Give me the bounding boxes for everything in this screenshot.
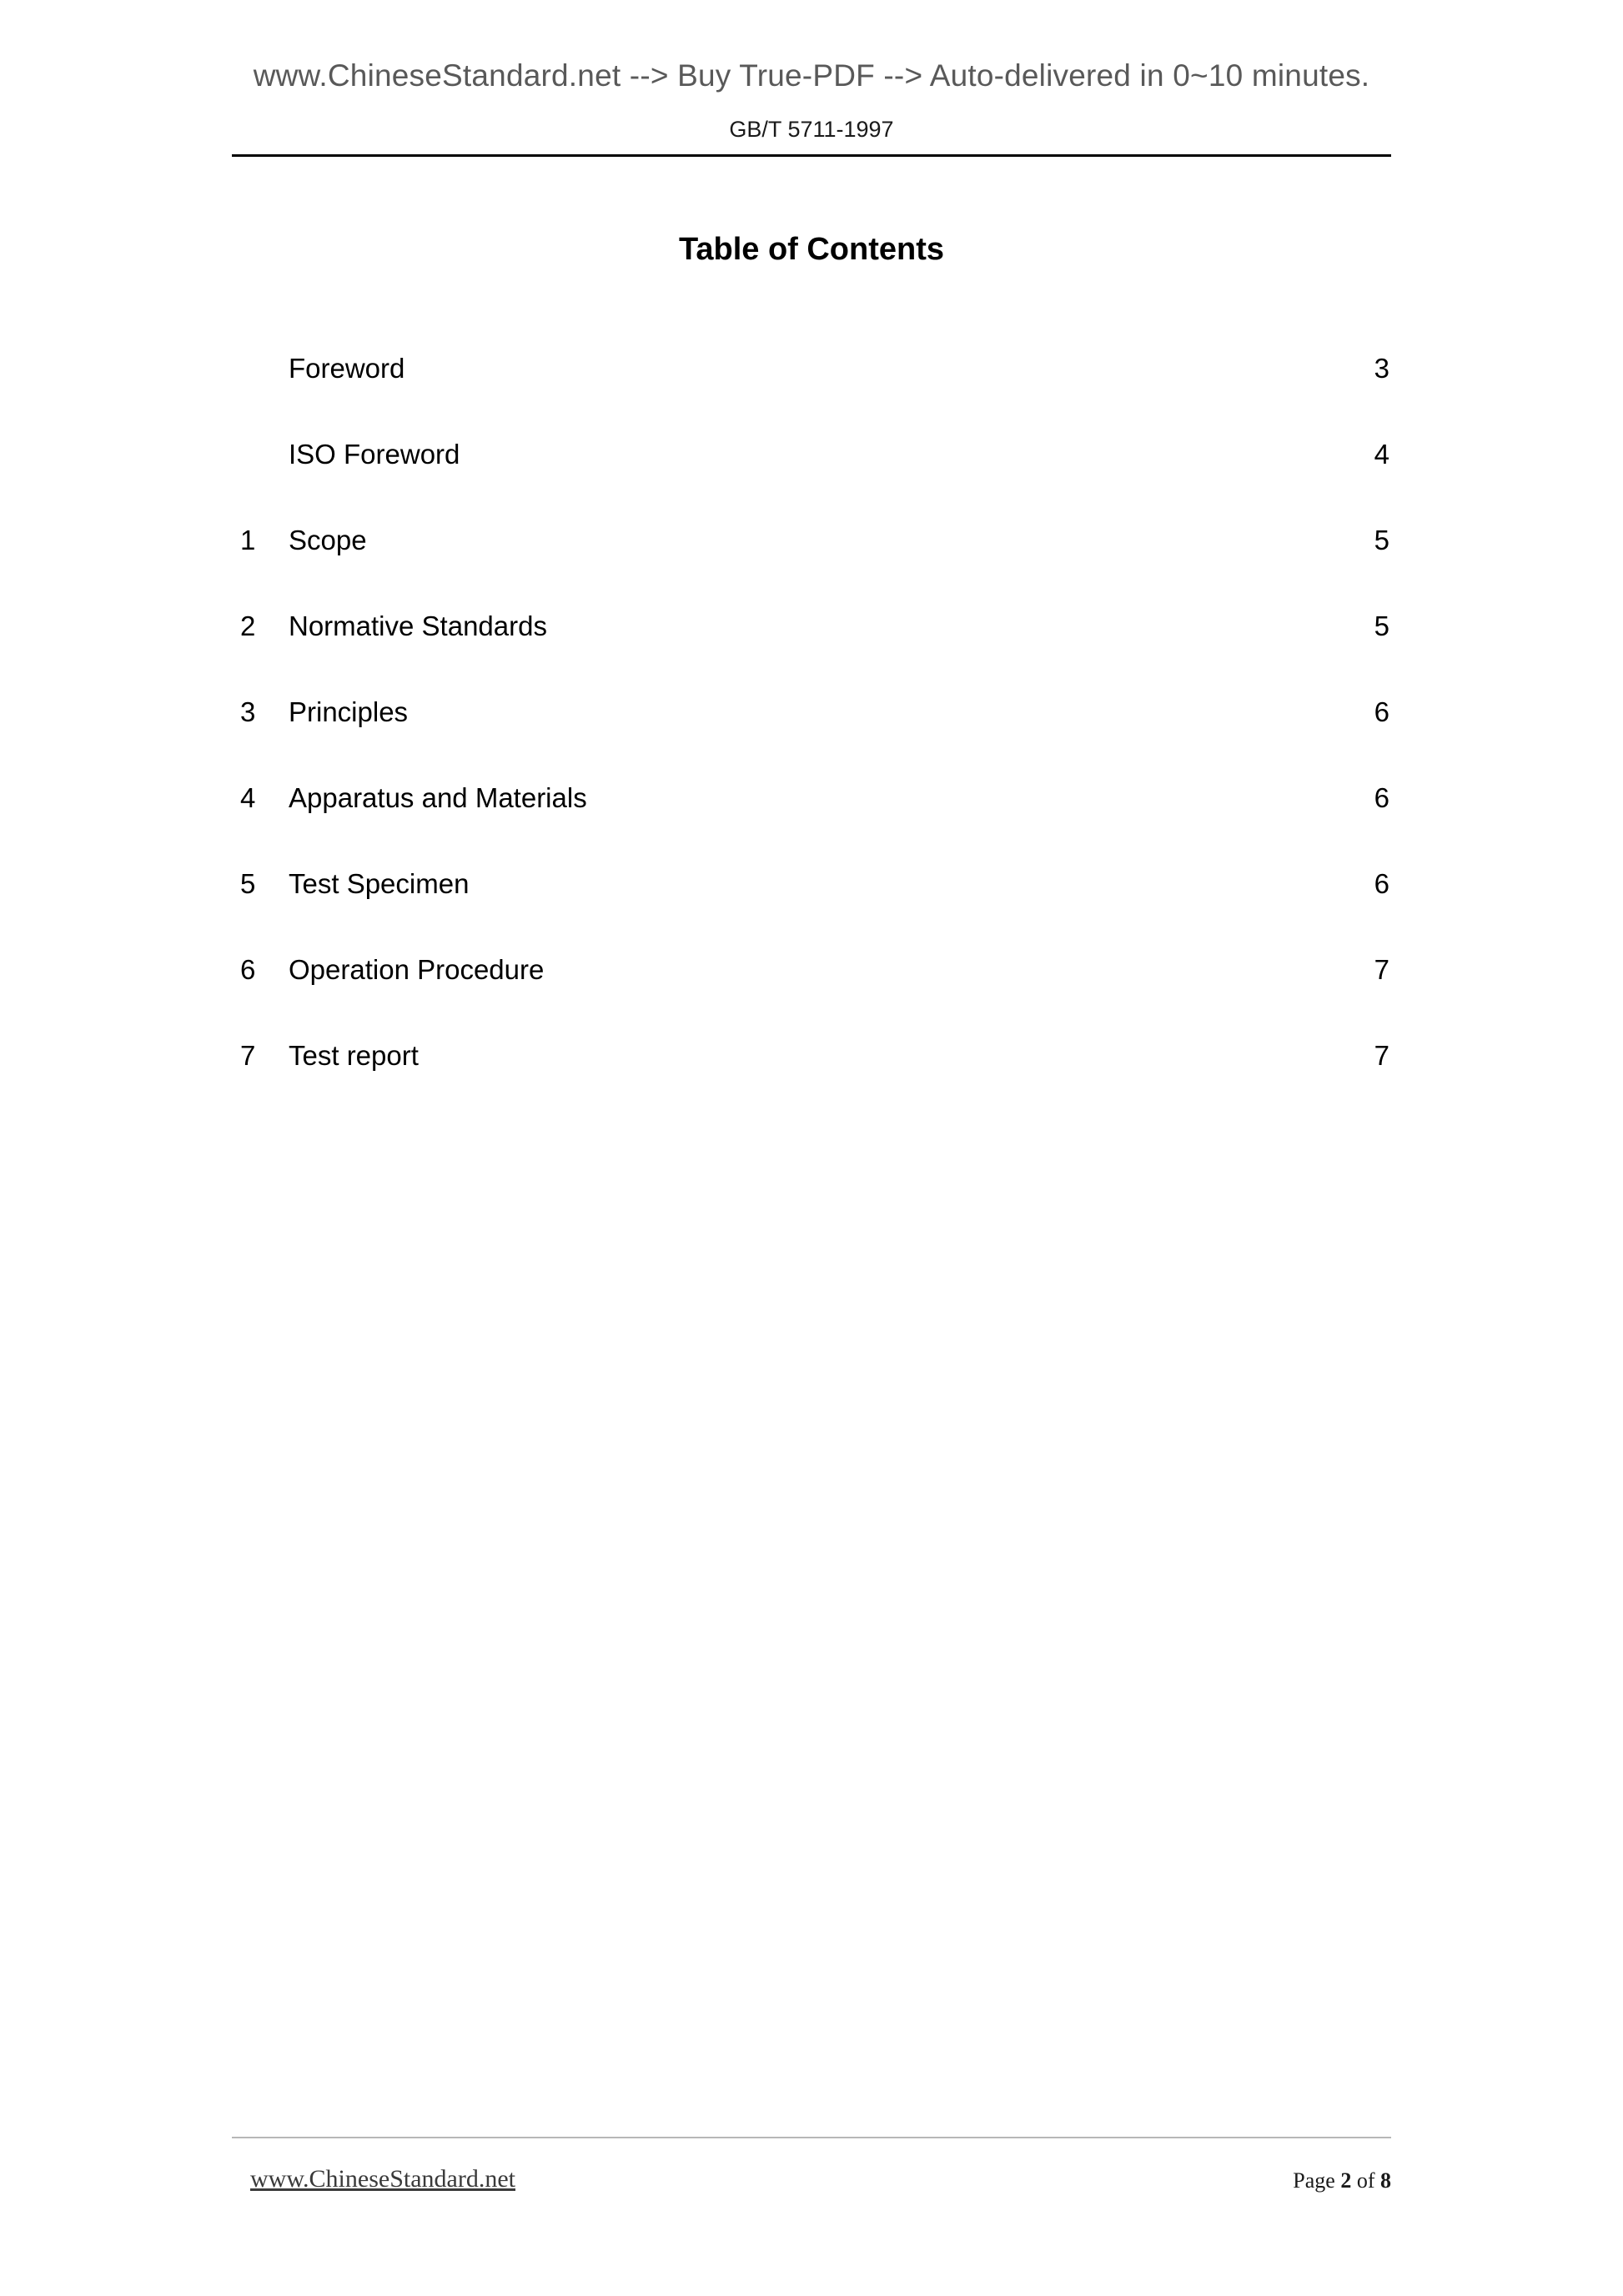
- toc-dot-leader: [404, 350, 1372, 378]
- toc-entry-label: Test report: [289, 1040, 419, 1071]
- toc-entry[interactable]: [240, 325, 1389, 411]
- standard-code: GB/T 5711-1997: [729, 117, 894, 142]
- toc-entry-number: 2: [240, 610, 256, 641]
- toc-entry[interactable]: [240, 497, 1389, 583]
- toc-dot-leader: [367, 522, 1373, 550]
- toc-dot-leader: [544, 952, 1372, 979]
- toc-entry-number: 3: [240, 696, 256, 727]
- toc-entry[interactable]: [240, 669, 1389, 755]
- toc-entry-page: 5: [1374, 610, 1389, 641]
- toc-entry-page: 6: [1374, 868, 1389, 899]
- footer-site-link[interactable]: www.ChineseStandard.net: [250, 2165, 515, 2193]
- toc-entry-number: 6: [240, 954, 256, 985]
- toc-entry-page: 6: [1374, 696, 1389, 727]
- toc-entry-label: Scope: [289, 525, 367, 555]
- table-of-contents: [240, 325, 1389, 1098]
- footer-page-indicator: [1293, 2168, 1391, 2193]
- toc-dot-leader: [587, 780, 1373, 807]
- toc-entry-label: Principles: [289, 696, 409, 727]
- toc-entry[interactable]: [240, 411, 1389, 497]
- toc-entry-page: 7: [1374, 1040, 1389, 1071]
- toc-entry-number: 1: [240, 525, 256, 555]
- page-title: Table of Contents: [678, 232, 945, 267]
- toc-entry-label: Test Specimen: [289, 868, 470, 899]
- toc-dot-leader: [460, 436, 1372, 464]
- toc-entry[interactable]: [240, 841, 1389, 927]
- toc-dot-leader: [547, 608, 1373, 636]
- footer-page-total: 8: [1380, 2168, 1391, 2193]
- promo-watermark: www.ChineseStandard.net --> Buy True-PDF --> Auto-delivered in 0~10 minutes.: [253, 58, 1370, 93]
- toc-entry-page: 3: [1374, 353, 1389, 384]
- toc-entry-page: 4: [1374, 439, 1389, 470]
- toc-dot-leader: [469, 866, 1372, 893]
- toc-entry-label: ISO Foreword: [289, 439, 460, 470]
- footer-divider: [232, 2137, 1391, 2138]
- toc-entry-label: Normative Standards: [289, 610, 547, 641]
- toc-entry-label: Operation Procedure: [289, 954, 545, 985]
- footer-page-prefix: Page: [1293, 2168, 1341, 2193]
- toc-entry-number: 4: [240, 782, 256, 813]
- toc-entry-number: 7: [240, 1040, 256, 1071]
- toc-entry-page: 5: [1374, 525, 1389, 555]
- toc-entry[interactable]: [240, 583, 1389, 669]
- toc-dot-leader: [408, 694, 1373, 721]
- toc-dot-leader: [419, 1037, 1373, 1065]
- toc-entry[interactable]: [240, 927, 1389, 1012]
- footer-page-number: 2: [1340, 2168, 1352, 2193]
- footer-page-middle: of: [1351, 2168, 1380, 2193]
- toc-entry[interactable]: [240, 755, 1389, 841]
- header-divider: [232, 154, 1391, 157]
- toc-entry[interactable]: [240, 1012, 1389, 1098]
- toc-entry-number: 5: [240, 868, 256, 899]
- toc-entry-label: Apparatus and Materials: [289, 782, 587, 813]
- toc-entry-page: 7: [1374, 954, 1389, 985]
- toc-entry-page: 6: [1374, 782, 1389, 813]
- toc-entry-label: Foreword: [289, 353, 405, 384]
